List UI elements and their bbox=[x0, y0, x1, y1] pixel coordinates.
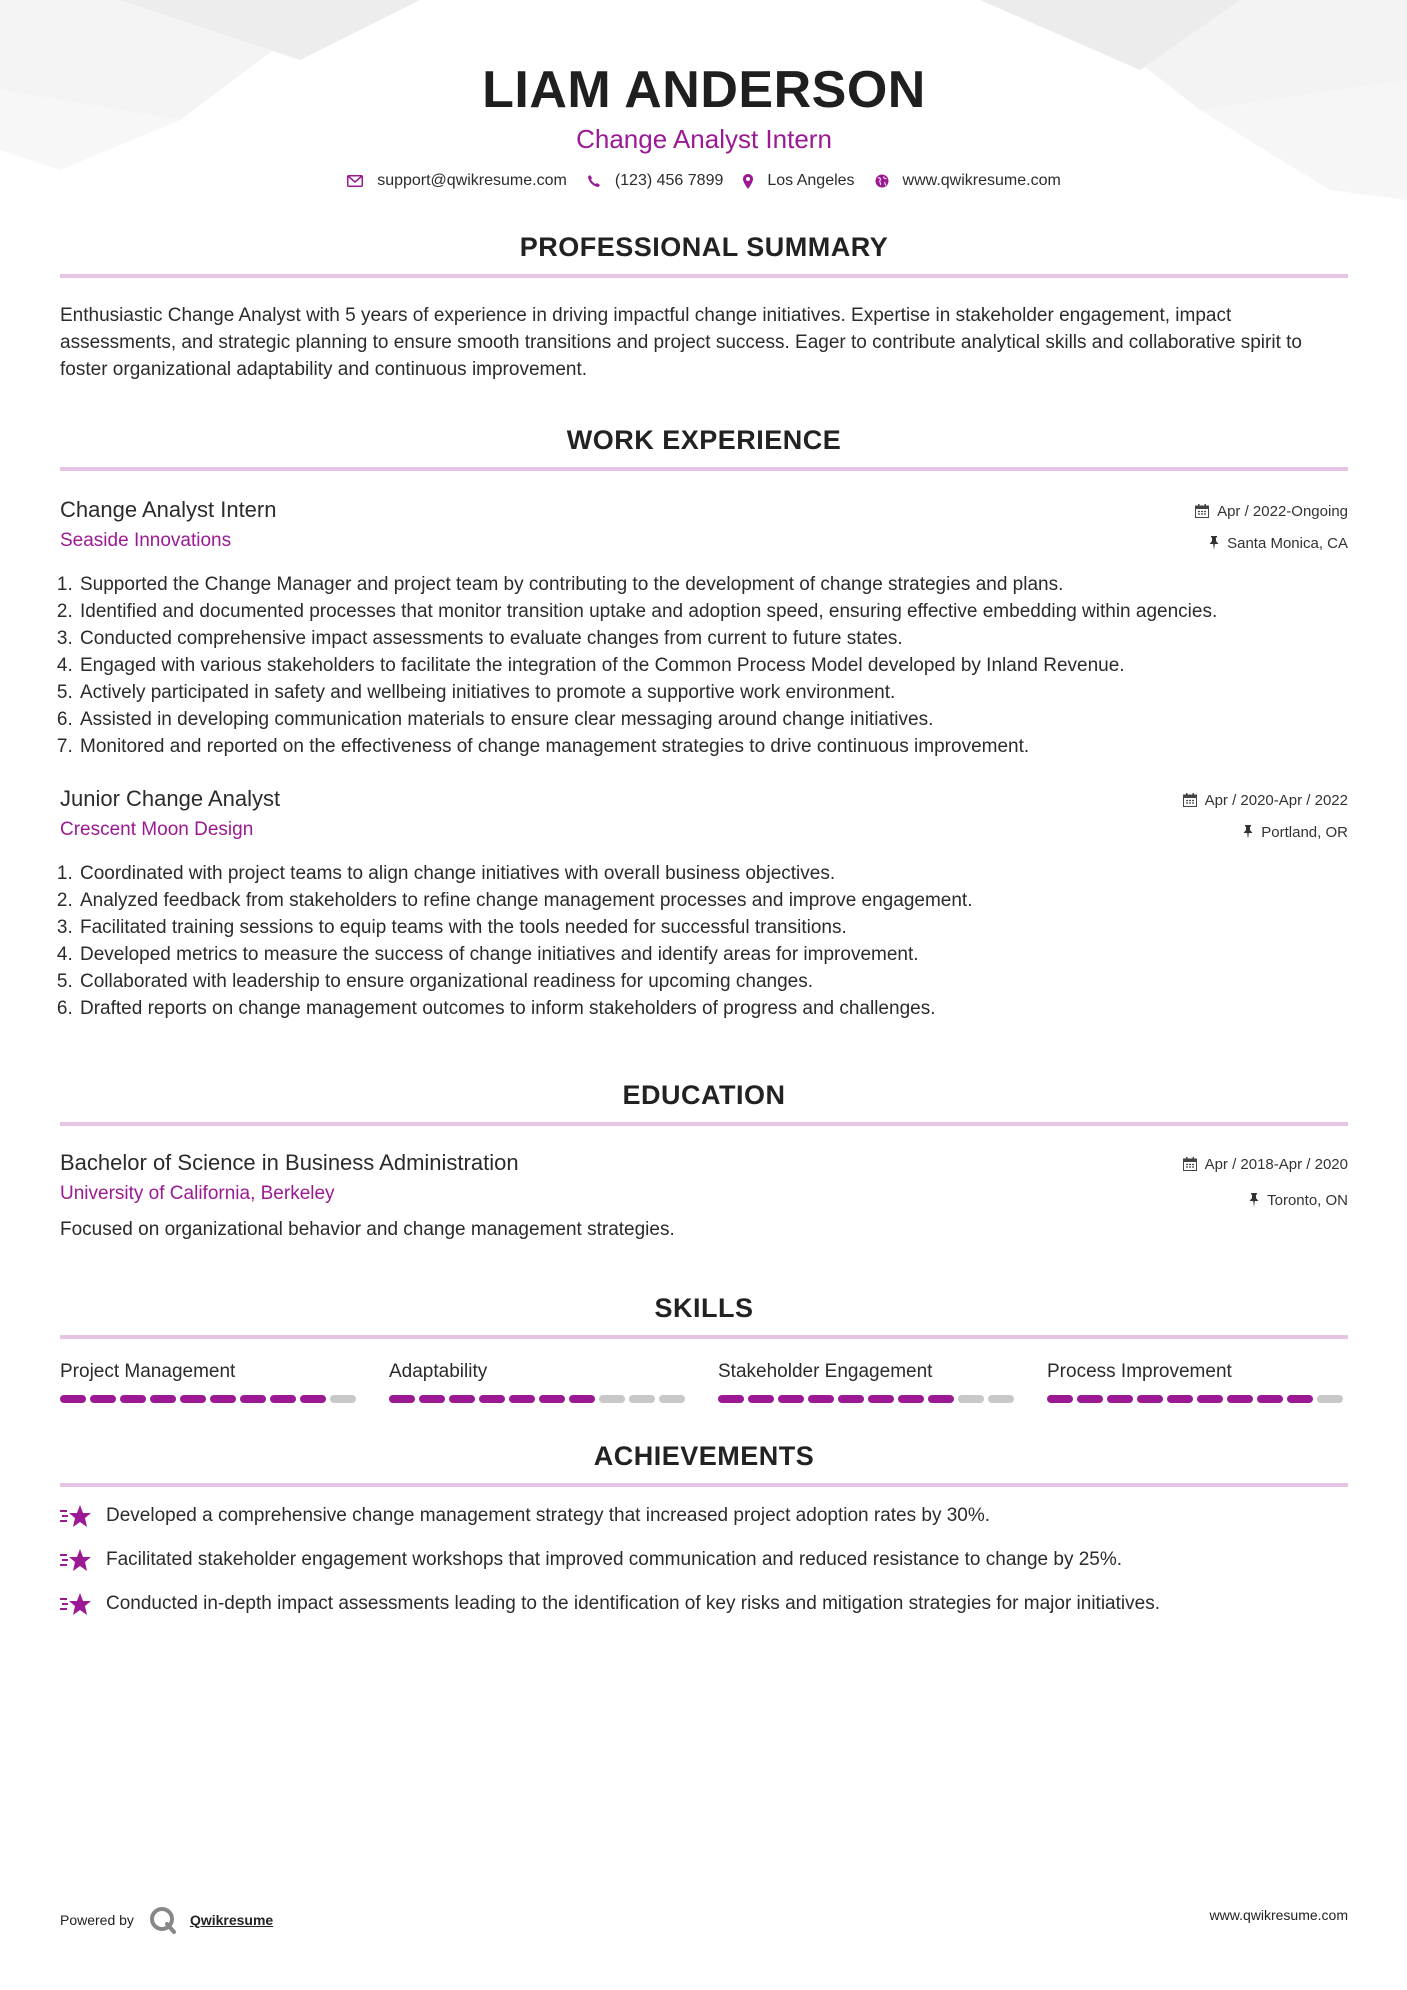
skill-segment-empty bbox=[629, 1395, 655, 1403]
list-item: 2. Identified and documented processes that monitor transition uptake and adoption speed, ensuring effective embedding within agencies. bbox=[78, 598, 1348, 625]
job-dates-text: Apr / 2020-Apr / 2022 bbox=[1204, 791, 1348, 809]
skill-segment-filled bbox=[120, 1395, 146, 1403]
achievement-item bbox=[60, 1545, 1348, 1575]
list-item: 5. Actively participated in safety and wellbeing initiatives to promote a supportive work environment. bbox=[78, 679, 1348, 706]
footer-url[interactable]: www.qwikresume.com bbox=[1209, 1907, 1348, 1923]
skill-segment-filled bbox=[928, 1395, 954, 1403]
contact-location bbox=[743, 172, 854, 190]
list-item: 4. Engaged with various stakeholders to facilitate the integration of the Common Process Model developed by Inland Revenue. bbox=[78, 652, 1348, 679]
job-bullets bbox=[60, 860, 1348, 1022]
achievements-heading: ACHIEVEMENTS bbox=[593, 1441, 815, 1471]
list-item: 4. Developed metrics to measure the success of change initiatives and identify areas for improvement. bbox=[78, 941, 1348, 968]
list-item: 1. Supported the Change Manager and project team by contributing to the development of change strategies and plans. bbox=[78, 571, 1348, 598]
education-meta bbox=[1183, 1148, 1348, 1220]
list-item: 5. Collaborated with leadership to ensure organizational readiness for upcoming changes. bbox=[78, 968, 1348, 995]
skill-segment-empty bbox=[330, 1395, 356, 1403]
achievement-text: Facilitated stakeholder engagement workshops that improved communication and reduced resistance to change by 25%. bbox=[106, 1549, 1123, 1570]
skill-level-bar bbox=[389, 1395, 689, 1403]
skill-segment-filled bbox=[1197, 1395, 1223, 1403]
candidate-title: Change Analyst Intern bbox=[576, 124, 832, 154]
skill-segment-filled bbox=[569, 1395, 595, 1403]
skill-segment-filled bbox=[1287, 1395, 1313, 1403]
skills-row bbox=[60, 1359, 1348, 1403]
job-dates bbox=[1183, 784, 1348, 816]
skill-level-bar bbox=[60, 1395, 360, 1403]
skill-item bbox=[1047, 1359, 1347, 1403]
achievement-item bbox=[60, 1501, 1348, 1531]
education-location-text: Toronto, ON bbox=[1267, 1191, 1348, 1209]
experience-section bbox=[60, 423, 1348, 1022]
achievements-section bbox=[60, 1439, 1348, 1619]
globe-icon bbox=[875, 174, 889, 188]
skill-segment-empty bbox=[1317, 1395, 1343, 1403]
summary-section bbox=[60, 230, 1348, 383]
job-location-text: Portland, OR bbox=[1261, 823, 1348, 841]
list-item: 2. Analyzed feedback from stakeholders to refine change management processes and improve engagement. bbox=[78, 887, 1348, 914]
skill-segment-filled bbox=[90, 1395, 116, 1403]
skill-segment-filled bbox=[449, 1395, 475, 1403]
education-dates bbox=[1183, 1148, 1348, 1180]
skill-segment-filled bbox=[1167, 1395, 1193, 1403]
skill-segment-empty bbox=[599, 1395, 625, 1403]
skill-segment-filled bbox=[1227, 1395, 1253, 1403]
star-icon bbox=[60, 1547, 92, 1573]
education-dates-text: Apr / 2018-Apr / 2020 bbox=[1204, 1155, 1348, 1173]
skill-segment-filled bbox=[778, 1395, 804, 1403]
skill-segment-filled bbox=[1107, 1395, 1133, 1403]
list-item: 7. Monitored and reported on the effectiveness of change management strategies to drive continuous improvement. bbox=[78, 733, 1348, 760]
list-item: 1. Coordinated with project teams to align change initiatives with overall business objectives. bbox=[78, 860, 1348, 887]
job-title: Junior Change Analyst bbox=[60, 786, 281, 811]
section-divider bbox=[60, 1483, 1348, 1487]
list-item: 6. Drafted reports on change management outcomes to inform stakeholders of progress and challenges. bbox=[78, 995, 1348, 1022]
skill-segment-filled bbox=[210, 1395, 236, 1403]
job-dates bbox=[1195, 495, 1348, 527]
skill-segment-filled bbox=[868, 1395, 894, 1403]
calendar-icon bbox=[1183, 793, 1197, 807]
skill-segment-filled bbox=[300, 1395, 326, 1403]
phone-text: (123) 456 7899 bbox=[614, 172, 724, 189]
contact-phone[interactable] bbox=[587, 172, 724, 190]
powered-by-label: Powered by bbox=[60, 1912, 134, 1928]
skill-segment-filled bbox=[808, 1395, 834, 1403]
pushpin-icon bbox=[1243, 825, 1253, 839]
skill-segment-filled bbox=[270, 1395, 296, 1403]
skill-segment-filled bbox=[718, 1395, 744, 1403]
job-title: Change Analyst Intern bbox=[60, 497, 277, 522]
skill-segment-filled bbox=[838, 1395, 864, 1403]
job-bullets bbox=[60, 571, 1348, 760]
list-item: 3. Conducted comprehensive impact assessments to evaluate changes from current to future states. bbox=[78, 625, 1348, 652]
skill-segment-filled bbox=[479, 1395, 505, 1403]
job-meta bbox=[1183, 784, 1348, 848]
achievement-text: Conducted in-depth impact assessments leading to the identification of key risks and mitigation strategies for major initiatives. bbox=[106, 1593, 1160, 1614]
contact-bar bbox=[60, 172, 1348, 190]
map-pin-icon bbox=[743, 174, 753, 189]
star-icon bbox=[60, 1503, 92, 1529]
skill-segment-filled bbox=[539, 1395, 565, 1403]
brand-link[interactable]: Qwikresume bbox=[189, 1912, 274, 1928]
contact-website[interactable] bbox=[875, 172, 1061, 190]
skill-segment-filled bbox=[389, 1395, 415, 1403]
list-item: 6. Assisted in developing communication materials to ensure clear messaging around change initiatives. bbox=[78, 706, 1348, 733]
website-text: www.qwikresume.com bbox=[902, 172, 1061, 189]
skill-segment-filled bbox=[509, 1395, 535, 1403]
job-location-text: Santa Monica, CA bbox=[1227, 534, 1348, 552]
job-location bbox=[1195, 527, 1348, 559]
job-company: Seaside Innovations bbox=[60, 530, 232, 551]
experience-heading: WORK EXPERIENCE bbox=[566, 425, 842, 455]
summary-text: Enthusiastic Change Analyst with 5 years of experience in driving impactful change initiatives. Expertise in stakeholder engagement, impact assessments, and strategic planning to ensure smooth transitions and project success. Eager to contribute analytical skills and collaborative spirit to foster organizational adaptability and continuous improvement. bbox=[60, 305, 1302, 380]
section-divider bbox=[60, 1122, 1348, 1126]
skill-segment-filled bbox=[240, 1395, 266, 1403]
skills-section bbox=[60, 1291, 1348, 1403]
skill-item bbox=[718, 1359, 1018, 1403]
envelope-icon bbox=[347, 175, 363, 187]
skill-item bbox=[389, 1359, 689, 1403]
education-heading: EDUCATION bbox=[622, 1080, 786, 1110]
skill-segment-filled bbox=[60, 1395, 86, 1403]
job-meta bbox=[1195, 495, 1348, 559]
skill-segment-filled bbox=[150, 1395, 176, 1403]
job-company: Crescent Moon Design bbox=[60, 819, 254, 840]
education-section bbox=[60, 1078, 1348, 1243]
contact-email[interactable] bbox=[347, 172, 567, 190]
skill-level-bar bbox=[1047, 1395, 1347, 1403]
skill-name: Adaptability bbox=[389, 1361, 488, 1382]
calendar-icon bbox=[1183, 1157, 1197, 1171]
pushpin-icon bbox=[1209, 536, 1219, 550]
skill-segment-empty bbox=[659, 1395, 685, 1403]
job-location bbox=[1183, 816, 1348, 848]
location-text: Los Angeles bbox=[767, 172, 855, 189]
skill-segment-filled bbox=[180, 1395, 206, 1403]
school-name: University of California, Berkeley bbox=[60, 1183, 335, 1204]
job-dates-text: Apr / 2022-Ongoing bbox=[1217, 502, 1348, 520]
skill-name: Project Management bbox=[60, 1361, 236, 1382]
phone-icon bbox=[587, 174, 601, 188]
section-divider bbox=[60, 1335, 1348, 1339]
skill-level-bar bbox=[718, 1395, 1018, 1403]
achievement-item bbox=[60, 1589, 1348, 1619]
resume-page bbox=[60, 0, 1348, 1619]
skill-name: Process Improvement bbox=[1047, 1361, 1232, 1382]
section-divider bbox=[60, 467, 1348, 471]
list-item: 3. Facilitated training sessions to equip teams with the tools needed for successful transitions. bbox=[78, 914, 1348, 941]
pushpin-icon bbox=[1249, 1193, 1259, 1207]
page-footer bbox=[60, 1895, 1348, 1935]
skill-segment-filled bbox=[1077, 1395, 1103, 1403]
job-entry bbox=[60, 495, 1348, 760]
degree-title: Bachelor of Science in Business Administration bbox=[60, 1150, 519, 1175]
star-icon bbox=[60, 1591, 92, 1617]
skill-segment-filled bbox=[1137, 1395, 1163, 1403]
powered-by bbox=[60, 1905, 273, 1935]
skill-segment-filled bbox=[748, 1395, 774, 1403]
education-description: Focused on organizational behavior and change management strategies. bbox=[60, 1219, 675, 1240]
achievement-text: Developed a comprehensive change management strategy that increased project adoption rates by 30%. bbox=[106, 1505, 991, 1526]
section-divider bbox=[60, 274, 1348, 278]
education-entry bbox=[60, 1148, 1348, 1243]
skill-segment-empty bbox=[958, 1395, 984, 1403]
skill-segment-empty bbox=[988, 1395, 1014, 1403]
skill-segment-filled bbox=[419, 1395, 445, 1403]
resume-header bbox=[60, 58, 1348, 190]
skill-name: Stakeholder Engagement bbox=[718, 1361, 933, 1382]
qwikresume-logo-icon bbox=[148, 1905, 178, 1935]
education-location bbox=[1183, 1180, 1348, 1220]
skill-item bbox=[60, 1359, 360, 1403]
summary-heading: PROFESSIONAL SUMMARY bbox=[519, 232, 889, 262]
skills-heading: SKILLS bbox=[654, 1293, 754, 1323]
skill-segment-filled bbox=[1257, 1395, 1283, 1403]
candidate-name: LIAM ANDERSON bbox=[482, 61, 926, 119]
skill-segment-filled bbox=[1047, 1395, 1073, 1403]
job-entry bbox=[60, 784, 1348, 1022]
email-text: support@qwikresume.com bbox=[377, 172, 567, 189]
skill-segment-filled bbox=[898, 1395, 924, 1403]
calendar-icon bbox=[1195, 504, 1209, 518]
